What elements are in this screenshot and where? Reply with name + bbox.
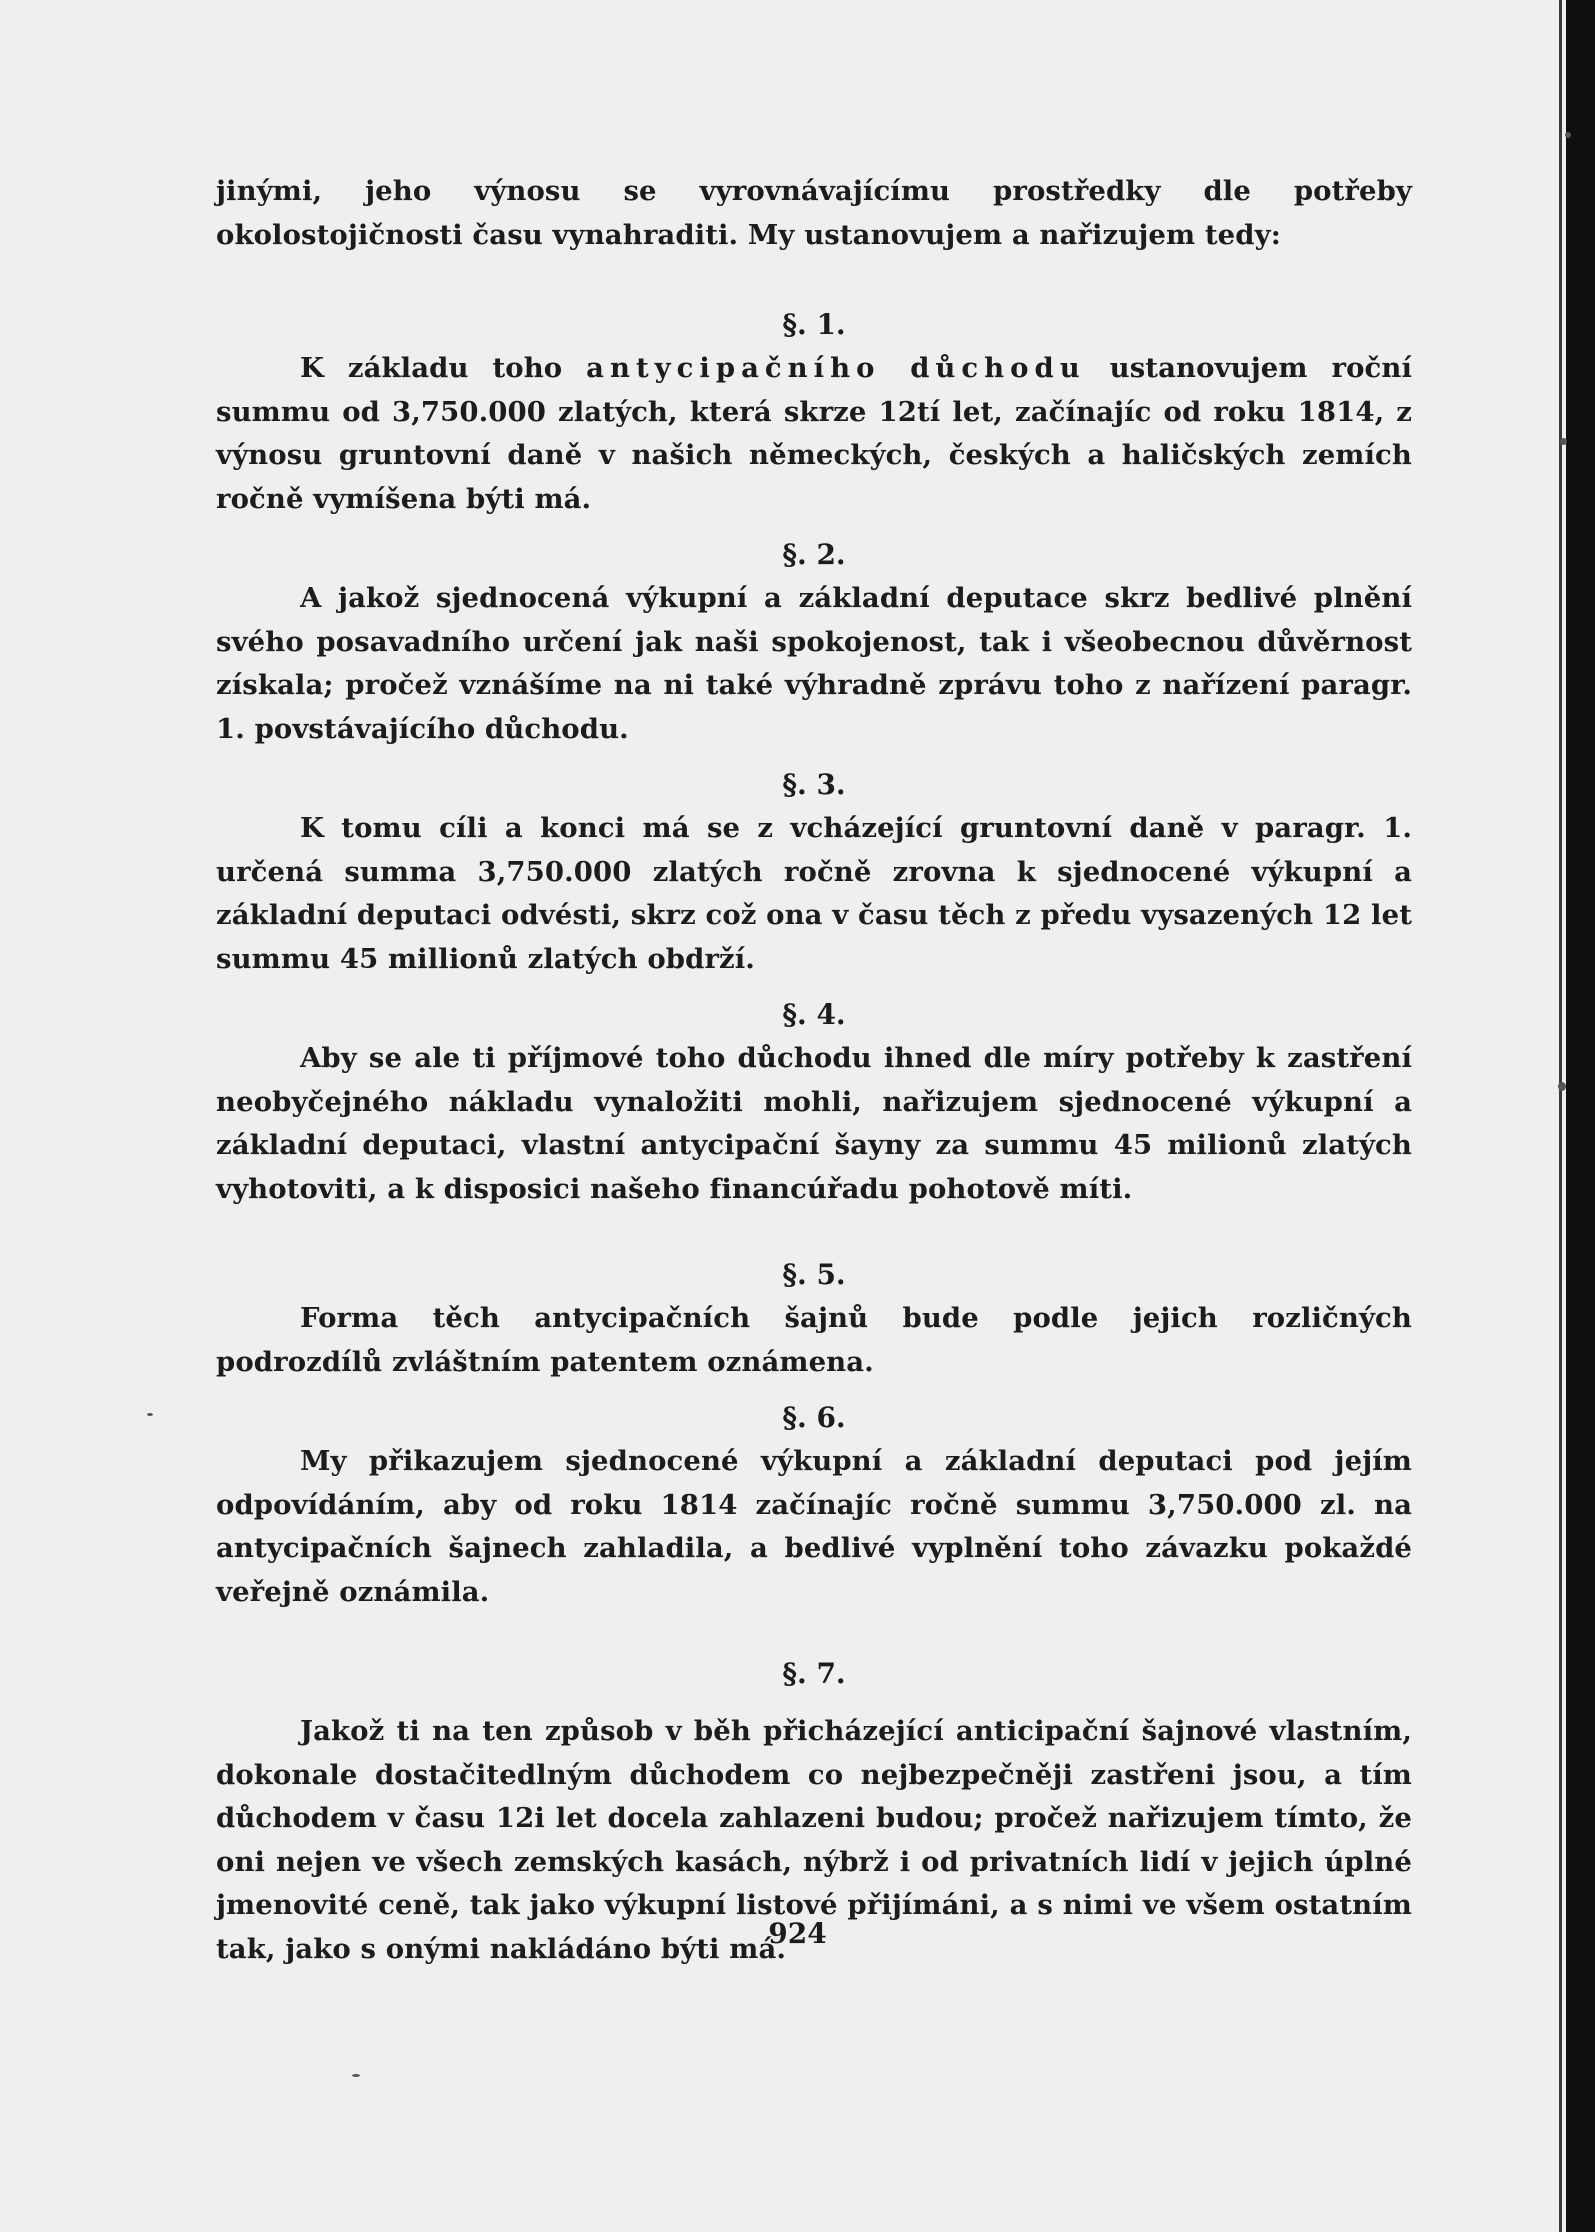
section-1-text [216, 347, 1412, 521]
section-3-text: K tomu cíli a konci má se z vcházející gruntovní daně v paragr. 1. určená summa 3,750.000 zlatých ročně zrovna k sjednocené výkupní a základní deputaci odvésti, skrz což ona v času těch z předu vysazených 12 let summu 45 millionů zlatých obdrží. [216, 812, 1413, 975]
section-1-text-end: ustanovujem roční summu od 3,750.000 zlatých, která skrze 12tí let, začínajíc od roku 1814, z výnosu gruntovní daně v našich německých, českých a haličských zemích ročně vymíšena býti má. [216, 352, 1412, 515]
section-2-text: A jakož sjednocená výkupní a základní deputace skrz bedlivé plnění svého posavadního určení jak naši spokojenost, tak i všeobecnou důvěrnost získala; pročež vznášíme na ni také výhradně zprávu toho z nařízení paragr. 1. povstávajícího důchodu. [216, 582, 1412, 745]
section-1-spaced-term: antycipačního důchodu [586, 352, 1086, 384]
scan-speck [1565, 132, 1571, 138]
section-4-mark: §. 4. [782, 998, 846, 1031]
section-1-mark: §. 1. [782, 308, 846, 341]
page-number: 924 [768, 1917, 827, 1950]
section-3-mark: §. 3. [782, 768, 846, 801]
scan-speck [1560, 438, 1567, 445]
section-2-mark: §. 2. [782, 538, 846, 571]
section-1-text-start: K základu toho [300, 352, 587, 384]
section-5-text: Forma těch antycipačních šajnů bude podle jejich rozličných podrozdílů zvláštním patentem oznámena. [216, 1302, 1412, 1378]
scan-speck [147, 1413, 153, 1416]
binding-edge [1566, 0, 1595, 2232]
section-4-text: Aby se ale ti příjmové toho důchodu ihned dle míry potřeby k zastření neobyčejného nákladu vynaložiti mohli, nařizujem sjednocené výkupní a základní deputaci, vlastní antycipační šayny za summu 45 milionů zlatých vyhotoviti, a k disposici našeho financúřadu pohotově míti. [216, 1042, 1412, 1205]
document-body [216, 170, 1412, 1971]
opening-paragraph: jinými, jeho výnosu se vyrovnávajícímu prostředky dle potřeby okolostojičnosti času vynahraditi. My ustanovujem a nařizujem tedy: [216, 175, 1412, 251]
scan-speck [352, 2074, 360, 2077]
section-7-text: Jakož ti na ten způsob v běh přicházející anticipační šajnové vlastním, dokonale dostačitedlným důchodem co nejbezpečněji zastřeni jsou, a tím důchodem v času 12i let docela zahlazeni budou; pročež nařizujem tímto, že oni nejen ve všech zemských kasách, nýbrž i od privatních lidí v jejich úplné jmenovité ceně, tak jako výkupní listové přijímáni, a s nimi ve všem ostatním tak, jako s onými nakládáno býti má. [216, 1715, 1412, 1965]
section-5-mark: §. 5. [782, 1258, 846, 1291]
section-7-mark: §. 7. [782, 1657, 846, 1690]
scan-speck [1558, 1082, 1566, 1091]
section-6-text: My přikazujem sjednocené výkupní a základní deputaci pod jejím odpovídáním, aby od roku 1814 začínajíc ročně summu 3,750.000 zl. na antycipačních šajnech zahladila, a bedlivé vyplnění toho závazku pokaždé veřejně oznámila. [216, 1445, 1412, 1608]
section-6-mark: §. 6. [782, 1401, 846, 1434]
binding-shadow-line [1559, 0, 1562, 2232]
